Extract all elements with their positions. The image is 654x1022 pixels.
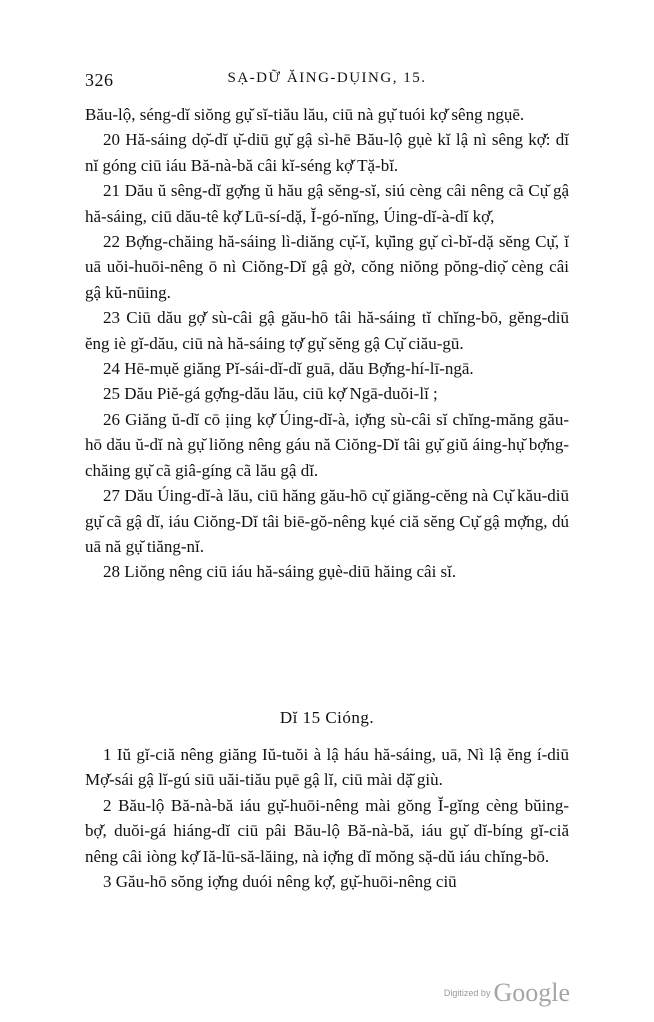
verse-2: 2 Bău-lộ Bă-nà-bă iáu gụ̆-huōi-nêng mài gŏng Ĭ-gĭng cèng bŭing-bợ̆, duŏi-gá hiáng-dĭ ciū pâi Bău-lộ Bă-nà-bă, iáu gụ̆ dĭ-bíng gĭ-ciă nêng câi iòng kợ̆ Iă-lū-să-lăing, nà iợ̆ng dĭ mŏng sặ-dŭ iáu chĭng-bō. [85,795,569,866]
verse-26: 26 Giăng ŭ-dĭ cō ịing kợ̆ Úing-dĭ-à, iợ̆ng sù-câi sĭ chĭng-măng gău-hō dău ŭ-dĭ nà gụ̆ liŏng nêng gáu nă Ciŏng-Dĭ tâi gụ̆ giŭ áing-hụ̆ bợ̆ng-chăing gụ̆ cã giâ-gíng cã lău gậ dĭ. [85,409,569,480]
digitized-watermark [444,978,570,1008]
verse-3: 3 Gău-hō sŏng iợ̆ng duói nêng kợ̆, gụ̆-huōi-nêng ciū [103,872,457,892]
running-title: SẠ-DỮ ĂING-DỤING, 15. [227,70,427,86]
verses-bottom [85,742,569,894]
verse-22: 22 Bợ̆ng-chăing hă-sáing lì-diăng cụ̆-ĭ, kụ̆ing gụ̆ cì-bĭ-dặ sĕng Cụ̆, ĭ uā uŏi-huōi-nêng ō nì Ciŏng-Dĭ gậ gờ, cŏng niŏng pŏng-diọ̆ cèng câi gậ kŭ-nūing. [85,232,569,302]
verse-23: 23 Ciū dău gợ̆ sù-câi gậ gău-hō tâi hă-sáing tĭ chĭng-bō, gĕng-diū ĕng iè gĭ-dău, ciū nà hă-sáing tợ̆ gụ̆ sĕng gậ Cụ̆ ciău-gū. [85,308,569,353]
page-header [85,70,569,94]
verse-21: 21 Dău ŭ sêng-dĭ gợ̆ng ŭ hău gậ sĕng-sĭ, siú cèng câi nêng cã Cụ̆ gậ hă-sáing, ciū dău-tê kợ̆ Lū-sí-dặ, Ĭ-gó-nĭng, Úing-dĭ-à-dĭ kợ̆, [85,181,569,226]
verse-24: 24 Hē-mụĕ giăng Pĭ-sái-dĭ-dĭ guā, dău Bợ̆ng-hí-lī-ngā. [103,359,474,379]
page-number: 326 [85,70,114,90]
google-logo: Google [493,978,570,1007]
verse-25: 25 Dău Piĕ-gá gợ̆ng-dău lău, ciū kợ̆ Ngā-duŏi-lĭ ; [103,384,438,404]
verse-28: 28 Liŏng nêng ciū iáu hă-sáing gụè-diū hăing câi sĭ. [103,562,457,582]
chapter-heading: Dĭ 15 Cióng. [279,708,375,727]
verse-20: 20 Hă-sáing dọ̆-dĭ ụ̆-diū gụ̆ gậ sì-hē Bău-lộ gụè kĭ lậ nì sêng kợ̆: dĭ nĭ góng ciū iáu Bă-nà-bă câi kĭ-séng kợ̆ Tặ-bĭ. [85,130,569,175]
watermark-prefix: Digitized by [443,988,491,998]
verses-top [85,102,569,585]
verse-1: 1 Iŭ gĭ-ciă nêng giăng Iŭ-tuŏi à lậ háu hă-sáing, uā, Nì lậ ĕng í-diū Mợ̆-sái gậ lĭ-gú siū uăi-tiău pụē gậ lĭ, ciū mài dặ̆ giù. [85,745,569,790]
verse-continuation: Bău-lộ, séng-dĭ siŏng gụ̆ sĭ-tiău lău, ciū nà gụ̆ tuói kợ̆ sêng ngụē. [85,105,525,124]
verse-27: 27 Dău Úing-dĭ-à lău, ciū hăng gău-hō cụ̆ giăng-cĕng nà Cụ̆ kău-diū gụ̆ cã gậ dĭ, iáu Ciŏng-Dĭ tâi biē-gŏ-nêng kụé ciă sĕng Cụ̆ gậ mợ̆ng, dú uā nă gụ̆ tiăng-nĭ. [85,486,569,556]
